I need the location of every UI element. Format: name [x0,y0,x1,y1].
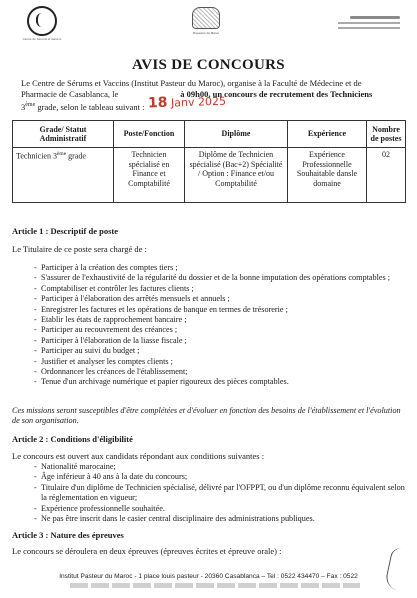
list-item: - Tenue d'un archivage numérique et papier rigoureux des pièces comptables. [36,377,408,387]
intro-line-3: 3ème grade, selon le tableau suivant : [21,101,145,112]
article-1-note: Ces missions seront susceptibles d'être complétées et d'évoluer en fonction des besoins de l'établissement et l'évolution de son organisation. [12,406,401,426]
cell-nombre: 02 [367,148,406,203]
article-1-lead: Le Titulaire de ce poste sera chargé de : [12,244,147,254]
list-item: - Etablir les états de rapprochement bancaire ; [36,315,408,325]
list-item: - Âge inférieur à 40 ans à la date du concours; [36,472,408,482]
institut-pasteur-logo [22,6,62,41]
royal-emblem-logo [188,7,224,35]
footer-contact-line [70,583,360,588]
recruitment-table [12,120,406,203]
footer-address: Institut Pasteur du Maroc - 1 place louis pasteur - 20360 Casablanca – Tel : 0522 434470 – Fax : 0522 [59,573,358,580]
list-item: - Ne pas être inscrit dans le casier central disciplinaire des administrations publiques. [36,514,408,524]
list-item: - Nationalité marocaine; [36,462,408,472]
left-logo-caption: Centre de Sérums et Vaccins [22,37,62,41]
table-header: Poste/Fonction [114,121,185,148]
page-title: AVIS DE CONCOURS [132,57,285,73]
intro-line-1: Le Centre de Sérums et Vaccins (Institut Pasteur du Maroc), organise à la Faculté de Médecine et de [21,78,362,88]
list-item: - Participer à l'élaboration de la liasse fiscale ; [36,336,408,346]
list-item: - Titulaire d'un diplôme de Technicien spécialisé, délivré par l'OFPPT, ou d'un diplôme reconnu équivalent selon la réglementation en vigueur; [36,483,408,504]
center-logo-caption: Royaume du Maroc [192,31,220,35]
article-1-heading: Article 1 : Descriptif de poste [12,226,118,236]
list-item: - Comptabiliser et contrôler les factures clients ; [36,284,408,294]
list-item: - Participer à la création des comptes tiers ; [36,263,408,273]
list-item: - Enregistrer les factures et les opérations de banque en termes de trésorerie ; [36,305,408,315]
article-3-lead: Le concours se déroulera en deux épreuves (épreuves écrites et épreuve orale) : [12,546,282,556]
list-item: - S'assurer de l'exhaustivité de la régularité du dossier et de la bonne imputation des opérations comptables ; [36,273,408,283]
article-2-list [36,462,408,524]
cell-diplome: Diplôme de Technicien spécialisé (Bac+2) Spécialité / Option : Finance et/ou Comptabilité [185,148,288,203]
cell-grade: Technicien 3ème grade [13,148,114,203]
cell-experience: Expérience Professionnelle Souhaitable dansle domaine [288,148,367,203]
list-item: - Participer au suivi du budget ; [36,346,408,356]
article-3-heading: Article 3 : Nature des épreuves [12,530,124,540]
article-2-lead: Le concours est ouvert aux candidats répondant aux conditions suivantes : [12,451,265,461]
list-item: - Justifier et analyser les comptes clients ; [36,357,408,367]
table-header-row [13,121,406,148]
list-item: - Participer au recouvrement des créances ; [36,325,408,335]
table-header: Expérience [288,121,367,148]
list-item: - Ordonnancer les créances de l'établissement; [36,367,408,377]
table-header: Nombre de postes [367,121,406,148]
article-2-heading: Article 2 : Conditions d'éligibilité [12,434,133,444]
handwritten-date: 18 Janv 2025 [147,94,227,112]
arabic-header-logo [330,14,400,29]
table-header: Diplôme [185,121,288,148]
cell-poste: Technicien spécialisé en Finance et Comptabilité [114,148,185,203]
table-header: Grade/ Statut Administratif [13,121,114,148]
list-item: - Participer à l'élaboration des arrêtés mensuels et annuels ; [36,294,408,304]
article-1-list [36,263,408,388]
intro-line-2: Pharmacie de Casablanca, le à 09h00, un concours de recrutement des Techniciens [21,89,373,99]
table-row [13,148,406,203]
list-item: - Expérience professionnelle souhaitée. [36,504,408,514]
